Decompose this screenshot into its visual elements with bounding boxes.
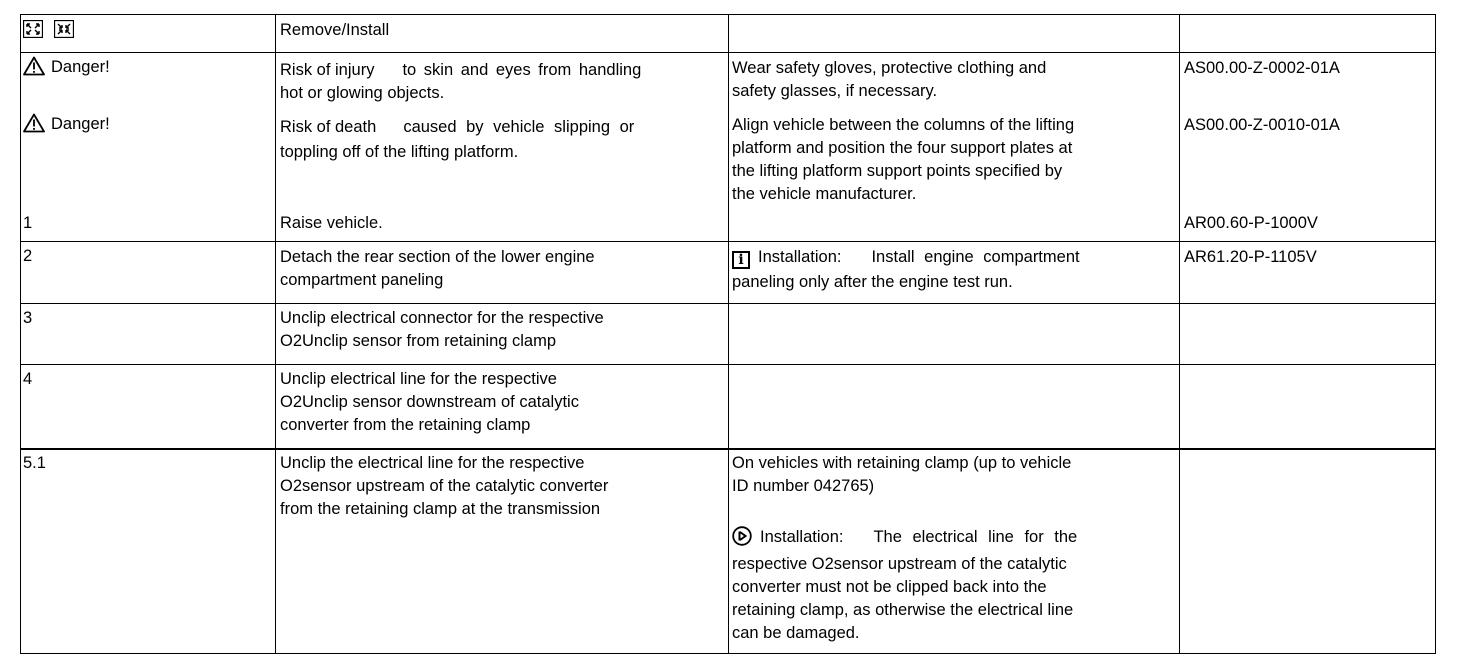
reference-code[interactable]: AR61.20-P-1105V [1184,248,1317,266]
note-line: paneling only after the engine test run. [732,273,1013,291]
description-line: converter from the retaining clamp [280,416,531,434]
danger-label [20,110,275,136]
note-line: Install engine compartment [871,248,1080,266]
description-line: Unclip the electrical line for the respective [280,454,585,472]
step-number: 4 [23,370,33,388]
risk-term: Risk of injury [280,61,375,79]
page-title: Remove/Install [280,21,390,39]
play-circle-icon [732,526,752,553]
note-line: can be damaged. [732,624,860,642]
procedure-table [20,14,1436,654]
step-number: 2 [23,247,33,265]
description-line: O2sensor upstream of the catalytic converter [280,477,609,495]
info-icon: i [732,251,750,269]
description-line: Unclip electrical connector for the respective [280,309,604,327]
reference-code[interactable]: AR00.60-P-1000V [1184,214,1318,232]
step-number: 1 [23,214,33,232]
step-description [277,112,727,165]
risk-term: Risk of death [280,118,377,136]
note-line: On vehicles with retaining clamp (up to vehicle [732,454,1072,472]
step-note [729,54,1179,103]
step-note [729,449,1179,498]
installation-label: Installation: [760,528,844,546]
risk-detail-cont: toppling off of the lifting platform. [280,143,519,161]
step-description [277,243,727,292]
note-line: Wear safety gloves, protective clothing and [732,59,1047,77]
risk-detail-cont: hot or glowing objects. [280,84,445,102]
warning-icon [23,56,45,76]
danger-text: Danger! [51,58,110,76]
step-description [277,56,727,105]
expand-icon[interactable] [23,20,43,45]
step-note [729,111,1179,206]
collapse-icon[interactable] [54,20,74,45]
description-line: O2Unclip sensor downstream of catalytic [280,393,579,411]
note-line: retaining clamp, as otherwise the electrical line [732,601,1074,619]
warning-icon [23,113,45,133]
description-line: Detach the rear section of the lower engine [280,248,595,266]
installation-label: Installation: [758,248,842,266]
column-divider [1179,14,1180,654]
step-description [277,365,727,437]
description-line: compartment paneling [280,271,444,289]
step-number: 3 [23,309,33,327]
note-line: ID number 042765) [732,477,875,495]
note-line: Align vehicle between the columns of the lifting [732,116,1075,134]
reference-code[interactable]: AS00.00-Z-0010-01A [1184,116,1340,134]
step-description: Raise vehicle. [280,214,383,232]
header-icons [20,14,275,45]
note-line: the vehicle manufacturer. [732,185,917,203]
reference-code[interactable]: AS00.00-Z-0002-01A [1184,59,1340,77]
note-line: The electrical line for the [873,528,1078,546]
note-line: respective O2sensor upstream of the catalytic [732,555,1067,573]
risk-detail: to skin and eyes from handling [402,61,642,79]
step-description [277,304,727,353]
note-line: the lifting platform support points specified by [732,162,1063,180]
note-line: converter must not be clipped back into the [732,578,1047,596]
description-line: Unclip electrical line for the respective [280,370,557,388]
risk-detail: caused by vehicle slipping or [403,118,635,136]
danger-text: Danger! [51,115,110,133]
note-line: platform and position the four support plates at [732,139,1073,157]
step-note [729,242,1179,295]
description-line: from the retaining clamp at the transmission [280,500,601,518]
description-line: O2Unclip sensor from retaining clamp [280,332,557,350]
danger-label [20,53,275,79]
column-divider [275,14,276,654]
column-divider [1435,14,1436,654]
step-number: 5.1 [23,454,46,472]
note-line: safety glasses, if necessary. [732,82,938,100]
step-description [277,449,727,521]
installation-note [729,523,1179,645]
